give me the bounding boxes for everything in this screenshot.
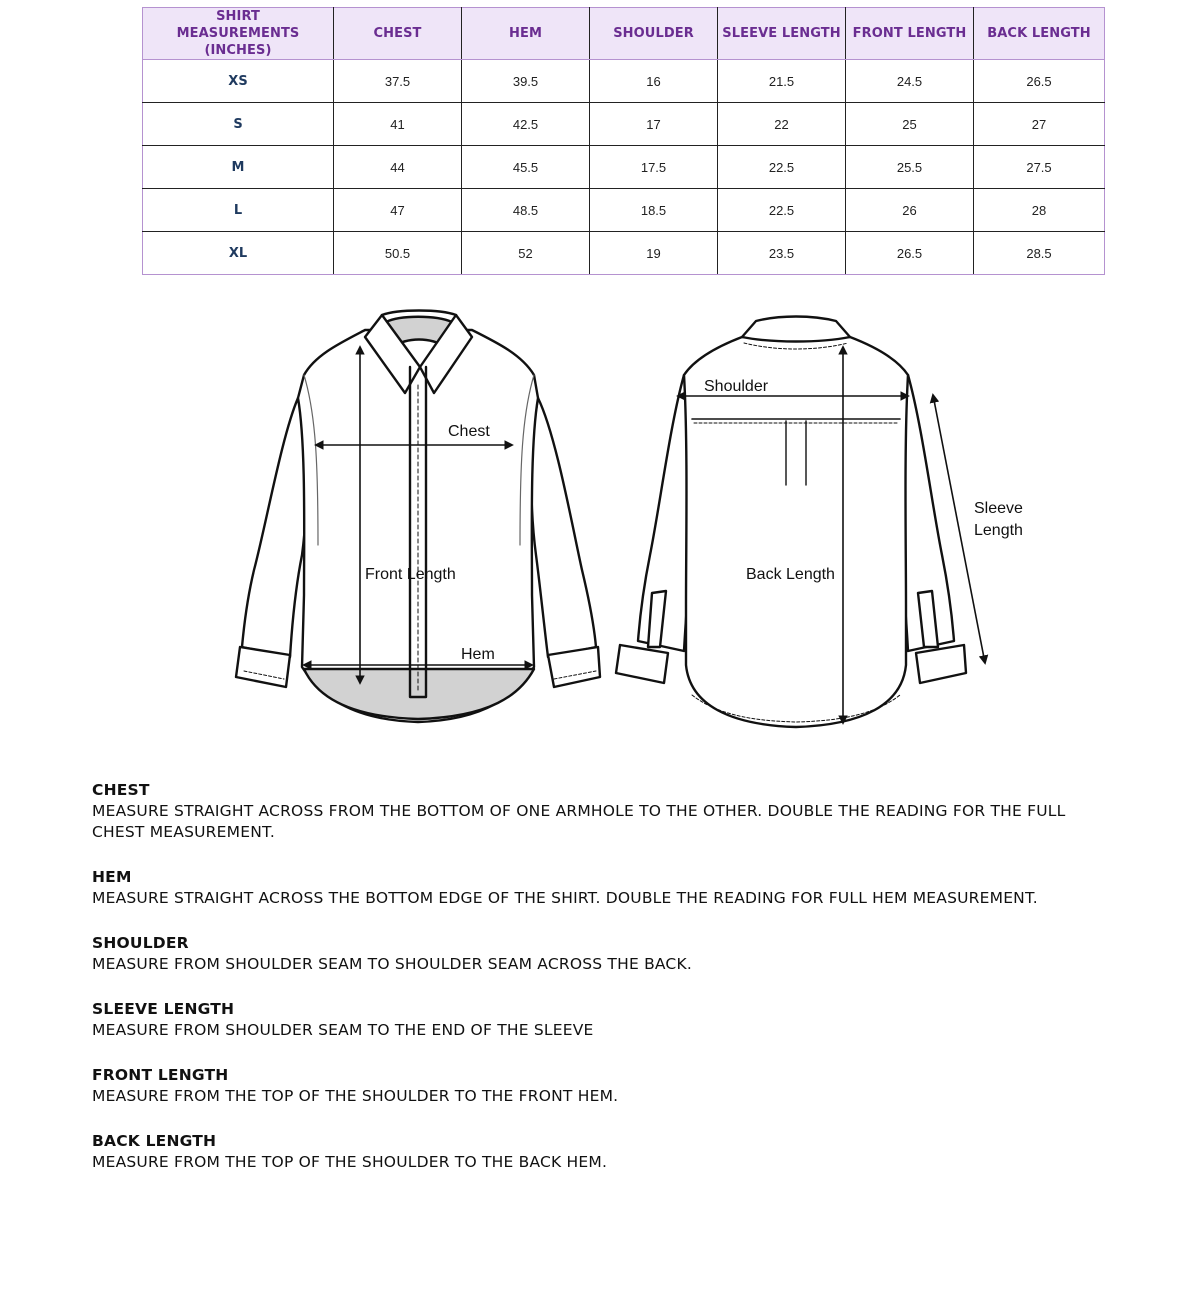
header-cell: BACK LENGTH	[974, 8, 1105, 60]
header-cell: SHIRT MEASUREMENTS (INCHES)	[143, 8, 334, 60]
back-shirt-drawing	[616, 317, 966, 728]
instruction-title: HEM	[92, 868, 132, 886]
table-row	[143, 103, 1105, 146]
table-cell: 16	[590, 60, 718, 103]
table-cell: 28.5	[974, 232, 1105, 275]
size-cell: XS	[143, 60, 334, 103]
size-chart-table	[142, 7, 1105, 275]
table-cell: 48.5	[462, 189, 590, 232]
instruction-hem	[92, 867, 1102, 909]
size-cell: L	[143, 189, 334, 232]
table-cell: 47	[334, 189, 462, 232]
header-cell: HEM	[462, 8, 590, 60]
table-cell: 17.5	[590, 146, 718, 189]
table-cell: 41	[334, 103, 462, 146]
instruction-shoulder	[92, 933, 1102, 975]
table-cell: 25	[846, 103, 974, 146]
sleeve-length-label-line2: Length	[974, 522, 1023, 539]
table-cell: 26.5	[974, 60, 1105, 103]
table-cell: 23.5	[718, 232, 846, 275]
table-cell: 37.5	[334, 60, 462, 103]
header-cell: CHEST	[334, 8, 462, 60]
instruction-back-length	[92, 1131, 1102, 1173]
table-cell: 45.5	[462, 146, 590, 189]
instruction-title: CHEST	[92, 781, 150, 799]
table-cell: 26.5	[846, 232, 974, 275]
instruction-text: MEASURE FROM SHOULDER SEAM TO THE END OF THE SLEEVE	[92, 1021, 594, 1039]
instruction-text: MEASURE FROM THE TOP OF THE SHOULDER TO THE FRONT HEM.	[92, 1087, 619, 1105]
shirt-illustration	[220, 285, 990, 775]
table-cell: 18.5	[590, 189, 718, 232]
measurement-instructions	[92, 780, 1102, 1197]
table-cell: 39.5	[462, 60, 590, 103]
table-row	[143, 146, 1105, 189]
shirt-measurement-diagram	[220, 285, 1023, 775]
instruction-front-length	[92, 1065, 1102, 1107]
header-cell: FRONT LENGTH	[846, 8, 974, 60]
table-cell: 42.5	[462, 103, 590, 146]
instruction-title: BACK LENGTH	[92, 1132, 217, 1150]
table-cell: 27.5	[974, 146, 1105, 189]
instruction-text: MEASURE STRAIGHT ACROSS FROM THE BOTTOM OF ONE ARMHOLE TO THE OTHER. DOUBLE THE READING FOR THE FULL CHEST MEASUREMENT.	[92, 802, 1066, 841]
instruction-title: SLEEVE LENGTH	[92, 1000, 235, 1018]
header-cell: SHOULDER	[590, 8, 718, 60]
table-cell: 26	[846, 189, 974, 232]
size-cell: M	[143, 146, 334, 189]
instruction-sleeve-length	[92, 999, 1102, 1041]
instruction-text: MEASURE STRAIGHT ACROSS THE BOTTOM EDGE OF THE SHIRT. DOUBLE THE READING FOR FULL HEM MEASUREMENT.	[92, 889, 1038, 907]
table-cell: 25.5	[846, 146, 974, 189]
header-cell: SLEEVE LENGTH	[718, 8, 846, 60]
table-cell: 27	[974, 103, 1105, 146]
table-cell: 22.5	[718, 189, 846, 232]
table-cell: 52	[462, 232, 590, 275]
instruction-title: SHOULDER	[92, 934, 189, 952]
table-cell: 22.5	[718, 146, 846, 189]
hem-label: Hem	[461, 646, 495, 663]
table-cell: 19	[590, 232, 718, 275]
table-cell: 44	[334, 146, 462, 189]
table-cell: 28	[974, 189, 1105, 232]
table-row	[143, 60, 1105, 103]
table-row	[143, 232, 1105, 275]
shoulder-label: Shoulder	[704, 378, 769, 395]
instruction-text: MEASURE FROM SHOULDER SEAM TO SHOULDER SEAM ACROSS THE BACK.	[92, 955, 692, 973]
size-cell: S	[143, 103, 334, 146]
instruction-title: FRONT LENGTH	[92, 1066, 229, 1084]
size-cell: XL	[143, 232, 334, 275]
table-header-row	[143, 8, 1105, 60]
table-row	[143, 189, 1105, 232]
instruction-text: MEASURE FROM THE TOP OF THE SHOULDER TO THE BACK HEM.	[92, 1153, 608, 1171]
chest-label: Chest	[448, 423, 490, 440]
back-length-label: Back Length	[746, 566, 835, 583]
sleeve-length-label-line1: Sleeve	[974, 500, 1023, 517]
front-shirt-drawing	[236, 311, 600, 723]
table-cell: 50.5	[334, 232, 462, 275]
table-cell: 22	[718, 103, 846, 146]
table-cell: 17	[590, 103, 718, 146]
instruction-chest	[92, 780, 1102, 843]
table-cell: 24.5	[846, 60, 974, 103]
front-length-label: Front Length	[365, 566, 456, 583]
table-cell: 21.5	[718, 60, 846, 103]
